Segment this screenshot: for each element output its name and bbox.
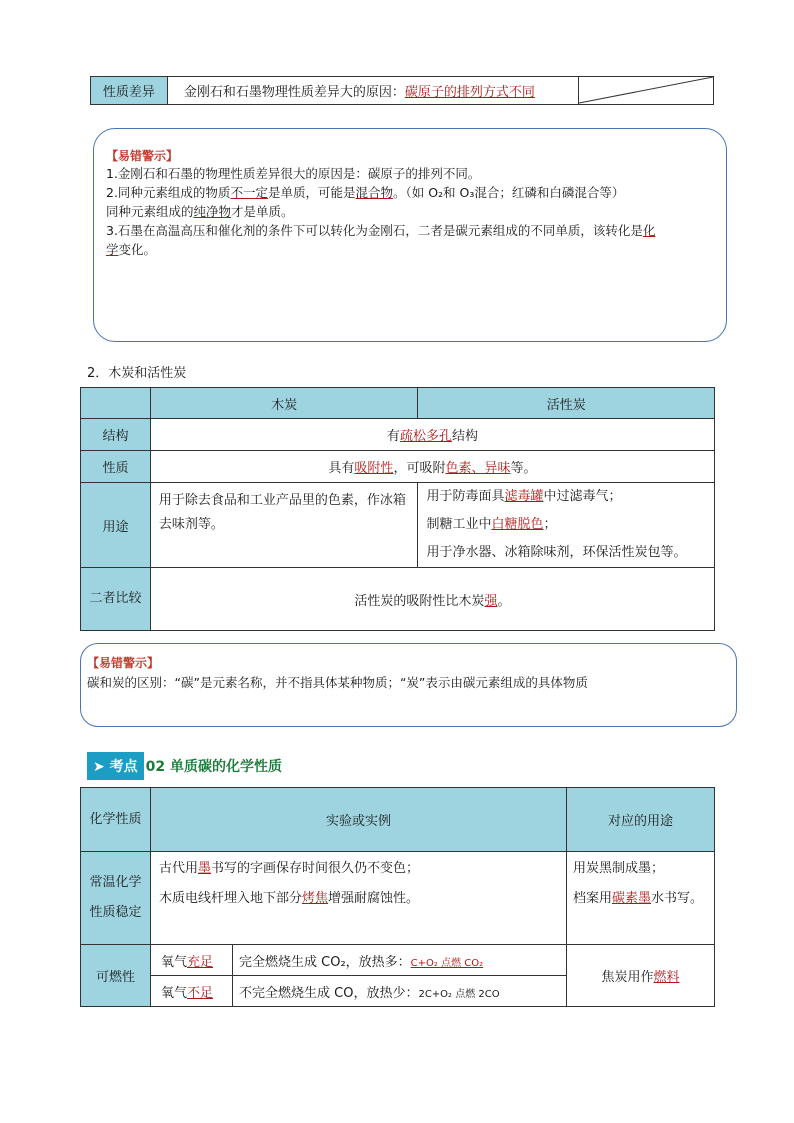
warning-line-5: 学变化。 [106, 242, 157, 257]
diagonal-line [579, 77, 713, 104]
header-chemical-property: 化学性质 [81, 788, 151, 852]
use-activated-cell: 用于防毒面具滤毒罐中过滤毒气； 制糖工业中白糖脱色； 用于净水器、冰箱除味剂，环保活性炭包等。 [418, 483, 715, 568]
header-experiment: 实验或实例 [151, 788, 567, 852]
combustion-use-cell: 焦炭用作燃料 [567, 945, 715, 1007]
charcoal-table [80, 387, 715, 631]
property-difference-label: 性质差异 [91, 77, 168, 105]
compare-cell: 活性炭的吸附性比木炭强。 [150, 568, 714, 631]
oxygen-full-cell: 氧气充足 [151, 945, 233, 976]
kaodian-tag: ➤ 考点 [87, 752, 144, 780]
stable-use-cell: 用炭黑制成墨； 档案用碳素墨水书写。 [567, 852, 715, 945]
warning-line-2: 2.同种元素组成的物质不一定是单质，可能是混合物。（如 O₂和 O₃混合；红磷和白磷混合等） [106, 185, 625, 200]
oxygen-lack-cell: 氧气不足 [151, 976, 233, 1007]
section-title-charcoal: 2．木炭和活性炭 [87, 366, 187, 381]
structure-cell: 有疏松多孔结构 [150, 419, 714, 451]
header-activated: 活性炭 [418, 388, 715, 419]
row-label-structure: 结构 [81, 419, 151, 451]
kaodian-title: 02 单质碳的化学性质 [145, 759, 282, 775]
use-charcoal-cell: 用于除去食品和工业产品里的色素，作冰箱去味剂等。 [150, 483, 418, 568]
incomplete-combustion-cell: 不完全燃烧生成 CO，放热少：2C+O₂ 点燃 2CO [233, 976, 567, 1007]
row-label-combustibility: 可燃性 [81, 945, 151, 1007]
incomplete-combustion-equation: 2C+O₂ 点燃 2CO [418, 988, 500, 1000]
property-difference-text: 金刚石和石墨物理性质差异大的原因：碳原子的排列方式不同 [167, 77, 578, 105]
warning-title: 【易错警示】 [106, 149, 179, 163]
header-charcoal: 木炭 [150, 388, 418, 419]
header-empty [81, 388, 151, 419]
row-label-property: 性质 [81, 451, 151, 483]
warning-line-1: 1.金刚石和石墨的物理性质差异很大的原因是：碳原子的排列不同。 [106, 166, 481, 181]
kaodian-heading [87, 752, 282, 780]
row-label-compare: 二者比较 [81, 568, 151, 631]
warning-text-2: 碳和炭的区别：“碳”是元素名称，并不指具体某种物质；“炭”表示由碳元素组成的具体物质 [87, 675, 588, 690]
chemical-property-table [80, 787, 715, 1007]
diagonal-cell [578, 77, 713, 105]
header-use: 对应的用途 [567, 788, 715, 852]
row-label-use: 用途 [81, 483, 151, 568]
stable-experiment-cell: 古代用墨书写的字画保存时间很久仍不变色； 木质电线杆埋入地下部分烤焦增强耐腐蚀性。 [151, 852, 567, 945]
row-label-stable: 常温化学性质稳定 [81, 852, 151, 945]
answer-arrangement: 碳原子的排列方式不同 [404, 85, 535, 100]
property-difference-table [90, 76, 714, 105]
property-cell: 具有吸附性，可吸附色素、异味等。 [150, 451, 714, 483]
full-combustion-cell: 完全燃烧生成 CO₂，放热多：C+O₂ 点燃 CO₂ [233, 945, 567, 976]
warning-line-3: 同种元素组成的纯净物才是单质。 [106, 204, 294, 219]
warning-line-4: 3.石墨在高温高压和催化剂的条件下可以转化为金刚石，二者是碳元素组成的不同单质，该转化是化 [106, 223, 656, 238]
full-combustion-equation: C+O₂ 点燃 CO₂ [410, 957, 484, 969]
warning-box-2 [80, 643, 737, 727]
warning-box-1 [93, 128, 727, 342]
warning-title-2: 【易错警示】 [87, 656, 160, 670]
